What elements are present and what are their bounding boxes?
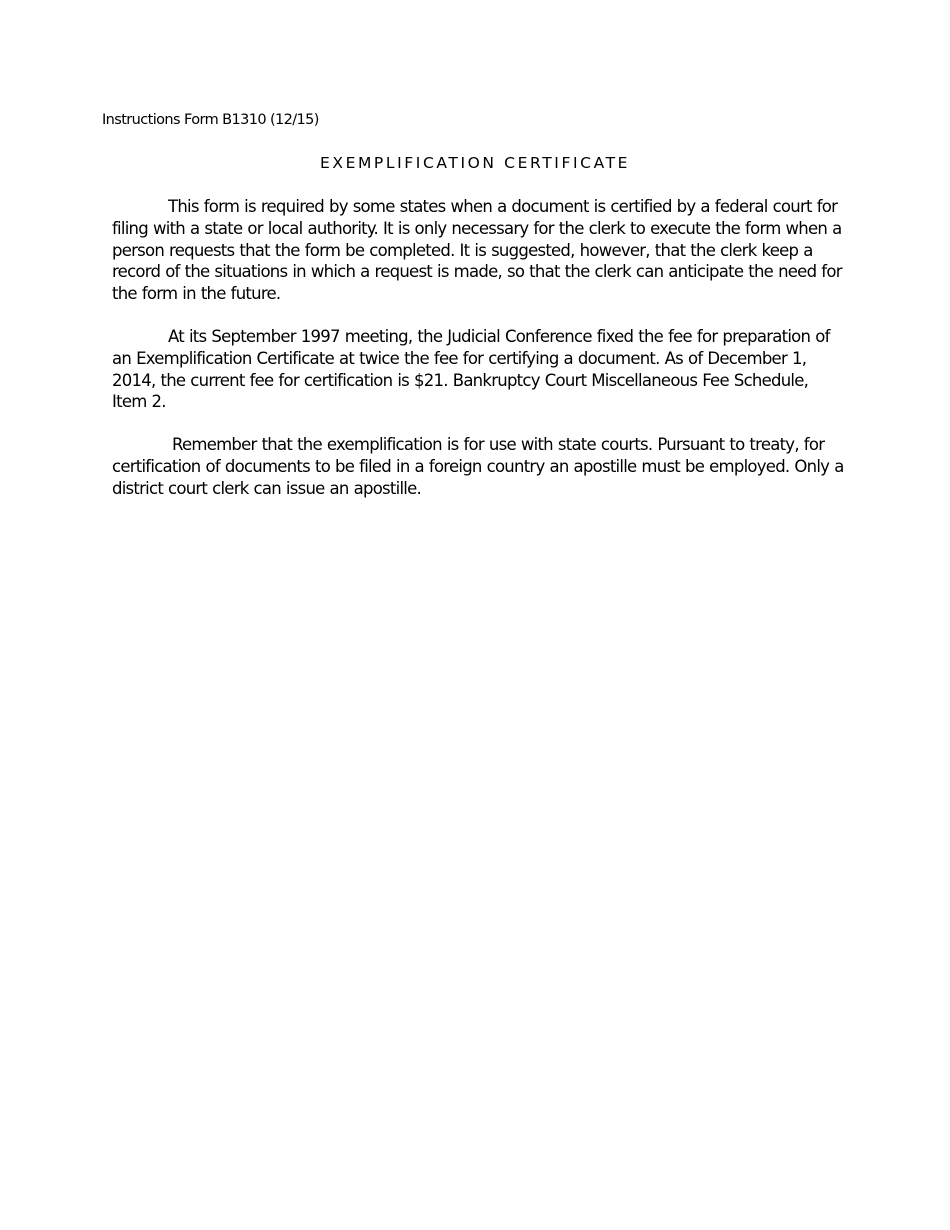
paragraph-line: certification of documents to be filed in a foreign country an apostille must be employed. Only a: [112, 456, 844, 476]
document-title: EXEMPLIFICATION CERTIFICATE: [319, 154, 631, 172]
paragraph-line: district court clerk can issue an apostille.: [112, 478, 422, 498]
paragraph-line: At its September 1997 meeting, the Judicial Conference fixed the fee for preparation of: [168, 327, 830, 346]
paragraph-line: Remember that the exemplification is for use with state courts. Pursuant to treaty, for: [172, 435, 825, 454]
paragraph-line: person requests that the form be completed. It is suggested, however, that the clerk keep a: [112, 240, 813, 260]
paragraph-fee: [112, 326, 842, 413]
paragraph-line: 2014, the current fee for certification is $21. Bankruptcy Court Miscellaneous Fee Schedule,: [112, 370, 809, 390]
form-identifier: Instructions Form B1310 (12/15): [102, 112, 319, 128]
paragraph-line: filing with a state or local authority. It is only necessary for the clerk to execute the form when a: [112, 218, 842, 238]
paragraph-apostille: [112, 434, 842, 499]
paragraph-line: record of the situations in which a request is made, so that the clerk can anticipate the need for: [112, 262, 842, 282]
paragraph-line: the form in the future.: [112, 284, 281, 304]
paragraph-form-requirement: [112, 196, 842, 305]
paragraph-line: Item 2.: [112, 392, 166, 412]
paragraph-line: This form is required by some states when a document is certified by a federal court for: [168, 197, 838, 216]
paragraph-line: an Exemplification Certificate at twice the fee for certifying a document. As of December 1,: [112, 348, 807, 368]
